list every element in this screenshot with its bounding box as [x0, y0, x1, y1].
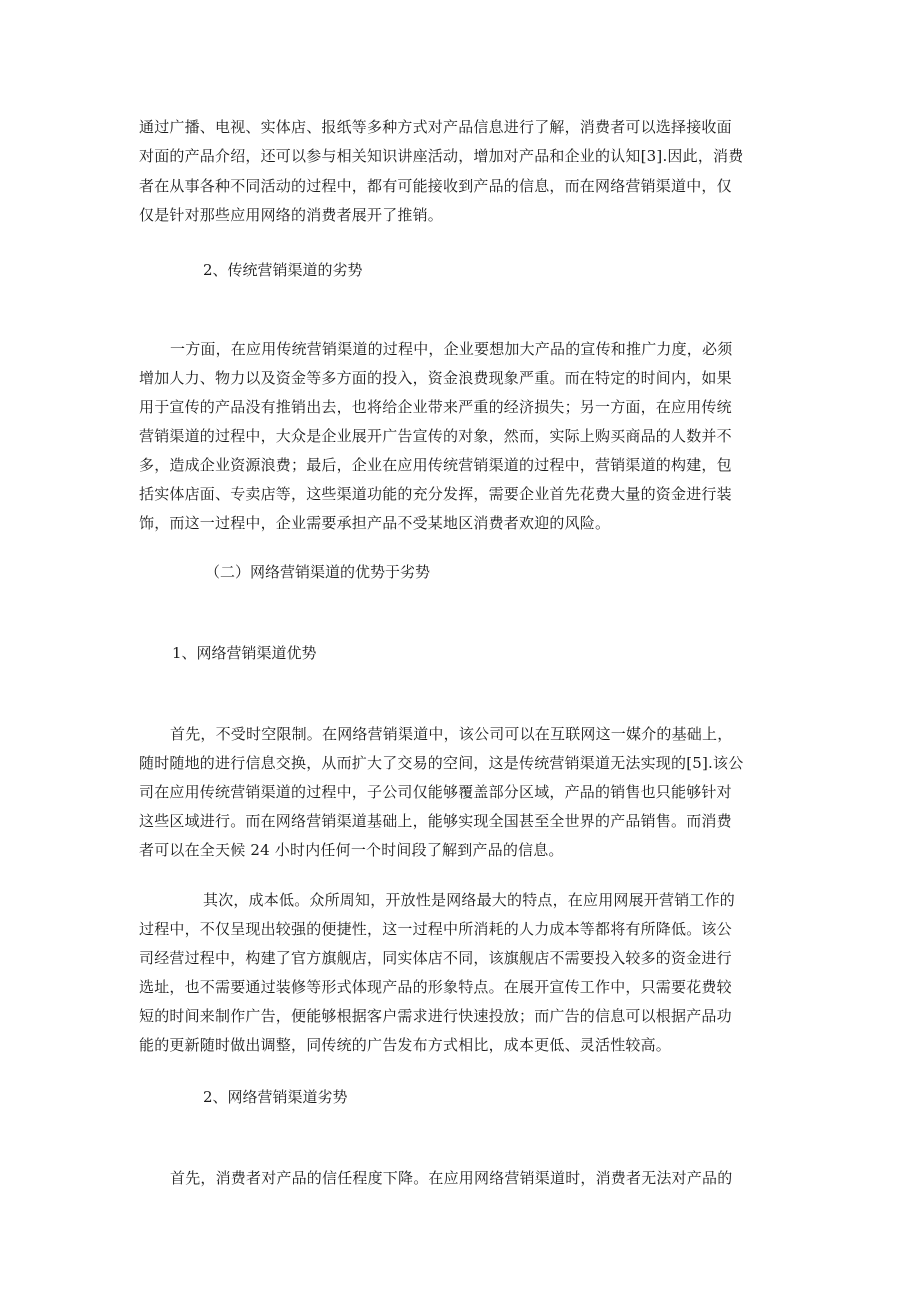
paragraph-line: 首先，不受时空限制。在网络营销渠道中，该公司可以在互联网这一媒介的基础上， [170, 725, 733, 743]
paragraph-line: 司在应用传统营销渠道的过程中，子公司仅能够覆盖部分区域，产品的销售也只能够针对 [139, 783, 732, 801]
paragraph-line: 选址，也不需要通过装修等形式体现产品的形象特点。在展开宣传工作中，只需要花费较 [139, 978, 732, 996]
paragraph-line: 司经营过程中，构建了官方旗舰店，同实体店不同，该旗舰店不需要投入较多的资金进行 [139, 949, 732, 967]
heading-section-2: （二）网络营销渠道的优势于劣势 [205, 563, 431, 581]
paragraph-line: 通过广播、电视、实体店、报纸等多种方式对产品信息进行了解，消费者可以选择接收面 [139, 118, 732, 136]
paragraph-line: 过程中，不仅呈现出较强的便捷性，这一过程中所消耗的人力成本等都将有所降低。该公 [139, 920, 732, 938]
paragraph-line: 者可以在全天候 24 小时内任何一个时间段了解到产品的信息。 [139, 841, 564, 859]
paragraph-line: 者在从事各种不同活动的过程中，都有可能接收到产品的信息，而在网络营销渠道中，仅 [139, 177, 732, 195]
paragraph-line: 对面的产品介绍，还可以参与相关知识讲座活动，增加对产品和企业的认知[3].因此，消费 [139, 147, 744, 165]
paragraph-line: 其次，成本低。众所周知，开放性是网络最大的特点，在应用网展开营销工作的 [203, 891, 736, 909]
paragraph-line: 能的更新随时做出调整，同传统的广告发布方式相比，成本更低、灵活性较高。 [139, 1036, 672, 1054]
paragraph-line: 增加人力、物力以及资金等多方面的投入，资金浪费现象严重。而在特定的时间内，如果 [139, 369, 732, 387]
heading-online-disadvantage: 2、网络营销渠道劣势 [203, 1088, 348, 1106]
paragraph-line: 多，造成企业资源浪费；最后，企业在应用传统营销渠道的过程中，营销渠道的构建，包 [139, 456, 732, 474]
paragraph-line: 饰，而这一过程中，企业需要承担产品不受某地区消费者欢迎的风险。 [139, 514, 611, 532]
paragraph-line: 首先，消费者对产品的信任程度下降。在应用网络营销渠道时，消费者无法对产品的 [170, 1169, 733, 1187]
paragraph-line: 括实体店面、专卖店等，这些渠道功能的充分发挥，需要企业首先花费大量的资金进行装 [139, 485, 732, 503]
paragraph-line: 随时随地的进行信息交换，从而扩大了交易的空间，这是传统营销渠道无法实现的[5].该公 [139, 754, 744, 772]
heading-traditional-disadvantage: 2、传统营销渠道的劣势 [203, 261, 363, 279]
paragraph-line: 用于宣传的产品没有推销出去，也将给企业带来严重的经济损失；另一方面，在应用传统 [139, 398, 732, 416]
paragraph-line: 短的时间来制作广告，便能够根据客户需求进行快速投放；而广告的信息可以根据产品功 [139, 1007, 732, 1025]
paragraph-line: 这些区域进行。而在网络营销渠道基础上，能够实现全国甚至全世界的产品销售。而消费 [139, 812, 732, 830]
heading-online-advantage: 1、网络营销渠道优势 [172, 644, 317, 662]
paragraph-line: 仅是针对那些应用网络的消费者展开了推销。 [139, 206, 444, 224]
paragraph-line: 一方面，在应用传统营销渠道的过程中，企业要想加大产品的宣传和推广力度，必须 [170, 340, 733, 358]
paragraph-line: 营销渠道的过程中，大众是企业展开广告宣传的对象，然而，实际上购买商品的人数并不 [139, 427, 732, 445]
